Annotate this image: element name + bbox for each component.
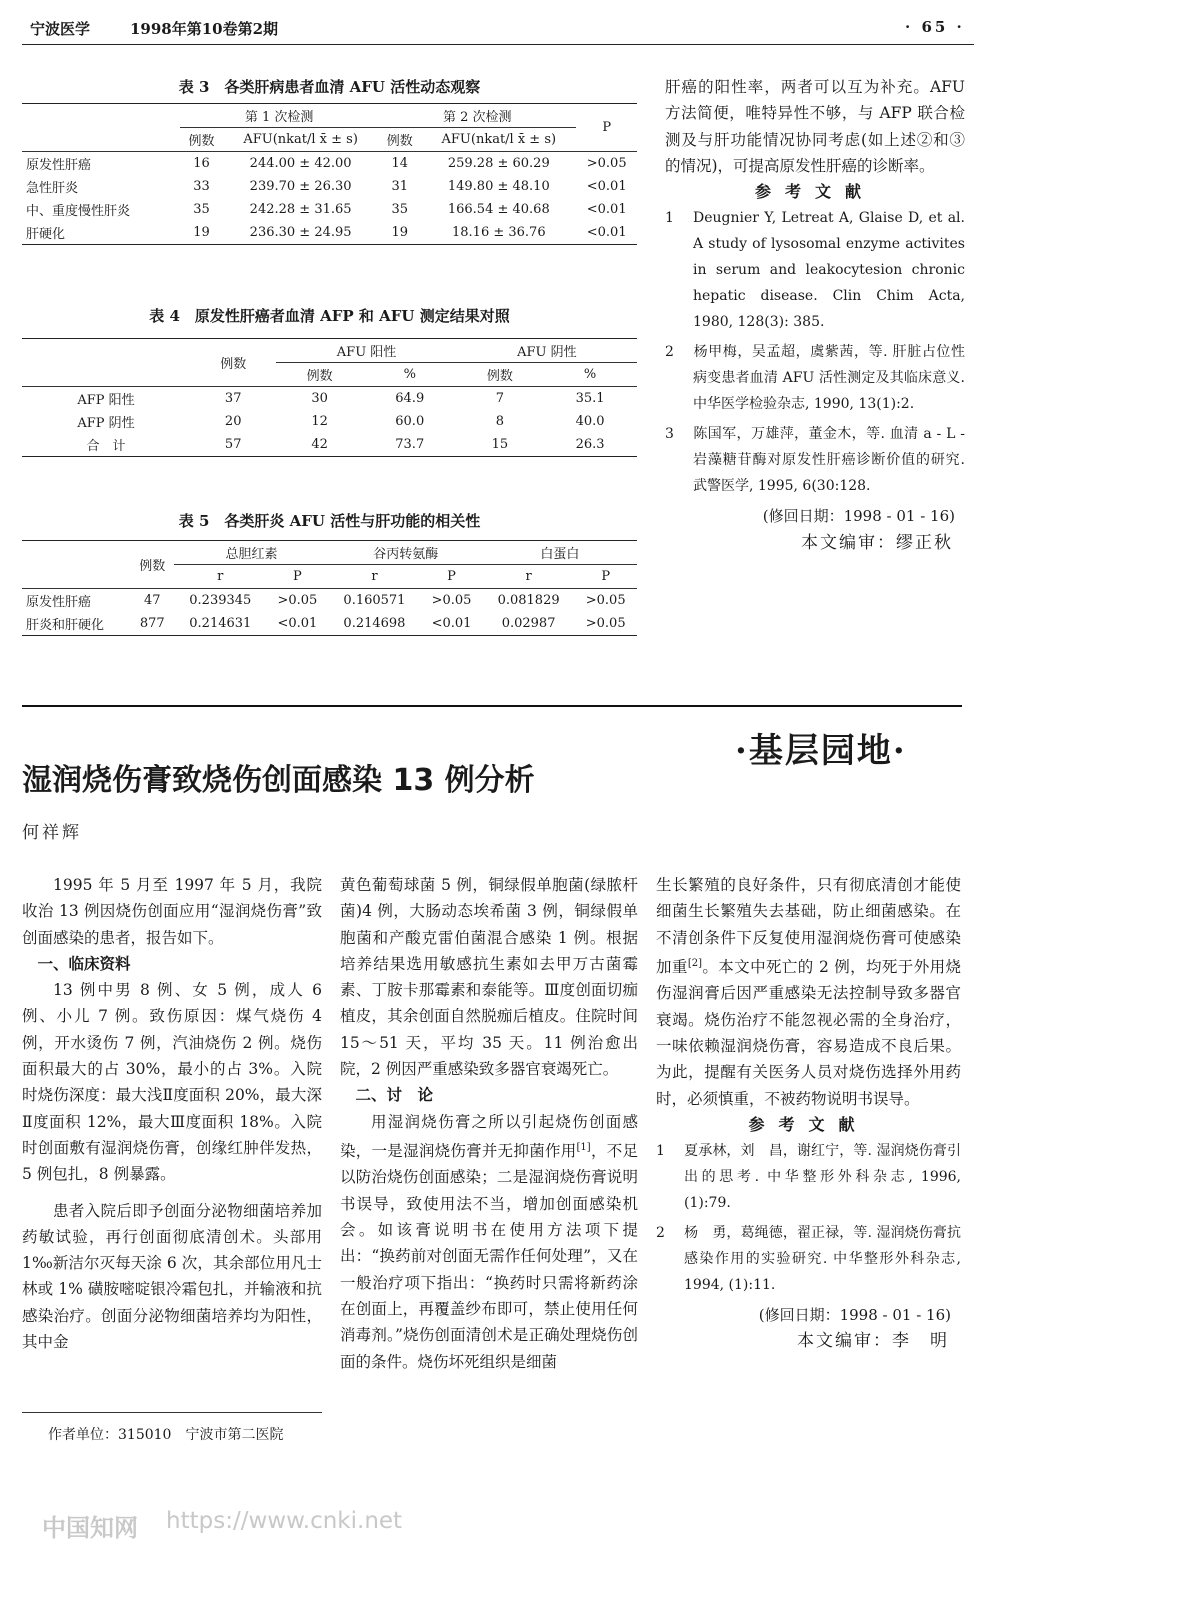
table5-subheader: P bbox=[601, 569, 611, 584]
cnki-logo: 中国知网 bbox=[42, 1514, 138, 1542]
article-column-1 bbox=[22, 872, 322, 1355]
table-cell: 肝炎和肝硬化 bbox=[22, 612, 130, 636]
table-cell: 40.0 bbox=[575, 414, 605, 429]
table-row bbox=[22, 198, 637, 221]
table-cell: <0.01 bbox=[266, 612, 329, 636]
table5-group-header: 谷丙转氨酶 bbox=[329, 541, 483, 565]
table-cell: 64.9 bbox=[363, 387, 457, 411]
table-cell: <0.01 bbox=[586, 202, 627, 217]
footnote-rule bbox=[22, 1412, 322, 1413]
table-cell: 166.54 ± 40.68 bbox=[447, 202, 550, 217]
prev-refs-title: 参考文献 bbox=[754, 182, 875, 202]
table-cell: 30 bbox=[276, 387, 362, 411]
table-cell: 35.1 bbox=[543, 387, 637, 411]
table-cell: 原发性肝癌 bbox=[22, 589, 130, 613]
prev-article-column bbox=[665, 74, 965, 556]
reference-number: 2 bbox=[665, 344, 674, 361]
paragraph-part: 生长繁殖的良好条件，只有彻底清创才能使细菌生长繁殖失去基础，防止细菌感染。在不清创条件下反复使用湿润烧伤膏可使感染加重 bbox=[656, 876, 961, 977]
section-heading: 二、讨 论 bbox=[355, 1085, 434, 1105]
table-row bbox=[22, 387, 637, 411]
table4-subheader: % bbox=[583, 367, 597, 382]
table-cell: 0.081829 bbox=[483, 589, 575, 613]
paragraph-part: ，不足以防治烧伤创面感染；二是湿润烧伤膏说明书误导，致使用法不当，增加创面感染机会。如该膏说明书在使用方法项下提出：“换药前对创面无需作任何处理”，又在一般治疗项下指出：“换药时只需将新药涂在创面上，再覆盖纱布即可，禁止使用任何消毒剂。”烧伤创面清创术是正确处理烧伤创面的条件。烧伤坏死组织是细菌 bbox=[340, 1142, 638, 1371]
table-cell: 14 bbox=[378, 152, 421, 176]
reference-item bbox=[665, 421, 965, 499]
table3-group2: 第 2 次检测 bbox=[378, 104, 576, 128]
table-cell: 60.0 bbox=[395, 414, 425, 429]
revision-date: (修回日期：1998 - 01 - 16) bbox=[762, 507, 955, 526]
paragraph-part: 用湿润烧伤膏之所以引起烧伤创面感染，一是湿润烧伤膏并无抑菌作用 bbox=[340, 1112, 638, 1161]
table3 bbox=[22, 103, 637, 245]
citation-mark: [1] bbox=[576, 1141, 591, 1153]
table-row bbox=[22, 175, 637, 198]
table4-neg-header: AFU 阴性 bbox=[457, 339, 637, 363]
table-cell: 37 bbox=[190, 387, 276, 411]
section-rule bbox=[22, 705, 962, 707]
table-row bbox=[22, 221, 637, 245]
table-cell: <0.01 bbox=[420, 612, 483, 636]
article-title: 湿润烧伤膏致烧伤创面感染 13 例分析 bbox=[22, 763, 535, 798]
table5 bbox=[22, 540, 637, 636]
reference-text: 陈国军，万雄萍，董金木，等. 血清 a - L - 岩藻糖苷酶对原发性肝癌诊断价值的研究. 武警医学, 1995, 6(30:128. bbox=[693, 426, 965, 495]
table5-group-header: 总胆红素 bbox=[174, 541, 328, 565]
reference-text: 杨甲梅，吴孟超，虞紫茜，等. 肝脏占位性病变患者血清 AFU 活性测定及其临床意义. 中华医学检验杂志, 1990, 13(1):2. bbox=[693, 344, 965, 413]
table-cell: 35 bbox=[193, 202, 210, 217]
table3-subheader: 例数 bbox=[188, 134, 215, 149]
table-cell: AFP 阴性 bbox=[77, 416, 135, 431]
table5-group-header: 白蛋白 bbox=[483, 541, 637, 565]
journal-name: 宁波医学 bbox=[30, 20, 91, 38]
table-cell: 肝硬化 bbox=[22, 221, 180, 245]
reference-item bbox=[665, 205, 965, 335]
table4-count-header: 例数 bbox=[190, 339, 276, 387]
table-cell: 31 bbox=[391, 179, 408, 194]
table3-caption: 表 3 各类肝病患者血清 AFU 活性动态观察 bbox=[178, 78, 481, 96]
table4-caption: 表 4 原发性肝癌者血清 AFP 和 AFU 测定结果对照 bbox=[149, 307, 510, 325]
table-cell: 12 bbox=[311, 414, 328, 429]
table-cell: 合 计 bbox=[22, 433, 190, 457]
table-cell: <0.01 bbox=[576, 221, 637, 245]
table-cell: 877 bbox=[130, 612, 174, 636]
table5-subheader: P bbox=[292, 569, 302, 584]
table-cell: 242.28 ± 31.65 bbox=[249, 202, 352, 217]
table-cell: >0.05 bbox=[574, 612, 637, 636]
paragraph-part: 。本文中死亡的 2 例，均死于外用烧伤湿润膏后因严重感染无法控制导致多器官衰竭。烧伤治疗不能忽视必需的全身治疗，一味依赖湿润烧伤膏，容易造成不良后果。为此，提醒有关医务人员对烧伤选择外用药时，必须慎重，不被药物说明书误导。 bbox=[656, 958, 961, 1108]
table-row bbox=[22, 612, 637, 636]
table5-caption: 表 5 各类肝炎 AFU 活性与肝功能的相关性 bbox=[178, 512, 481, 530]
paragraph: 1995 年 5 月至 1997 年 5 月，我院收治 13 例因烧伤创面应用“湿润烧伤膏”致创面感染的患者，报告如下。 bbox=[22, 876, 322, 947]
table4-subheader: 例数 bbox=[486, 369, 513, 384]
table-cell: 16 bbox=[180, 152, 223, 176]
table4-subheader: 例数 bbox=[306, 369, 333, 384]
table4 bbox=[22, 338, 637, 457]
reference-item bbox=[656, 1138, 961, 1216]
editor-credit: 本文编审：李 明 bbox=[797, 1331, 949, 1352]
table-cell: 35 bbox=[391, 202, 408, 217]
table-cell: 33 bbox=[193, 179, 210, 194]
reference-number: 1 bbox=[665, 210, 674, 227]
table5-subheader: r bbox=[371, 569, 378, 584]
table3-p-header: P bbox=[576, 104, 637, 152]
table-cell: 原发性肝癌 bbox=[22, 152, 180, 176]
refs-title: 参考文献 bbox=[748, 1114, 869, 1134]
editor-credit: 本文编审：缪正秋 bbox=[801, 532, 953, 553]
table-cell: 15 bbox=[457, 433, 543, 457]
table-cell: 244.00 ± 42.00 bbox=[223, 152, 378, 176]
table-row bbox=[22, 433, 637, 457]
author-affiliation: 作者单位：315010 宁波市第二医院 bbox=[48, 1427, 284, 1443]
column-name: ·基层园地· bbox=[735, 731, 907, 771]
table-cell: 47 bbox=[130, 589, 174, 613]
article-column-3 bbox=[656, 872, 961, 1355]
table-cell: 急性肝炎 bbox=[26, 181, 79, 196]
reference-text: 夏承林，刘 昌，谢红宁，等. 湿润烧伤膏引出的思考. 中华整形外科杂志, 1996, (1):79. bbox=[684, 1143, 961, 1212]
paragraph: 13 例中男 8 例、女 5 例，成人 6 例、小儿 7 例。致伤原因：煤气烧伤 4 例，开水烫伤 7 例，汽油烧伤 2 例。烧伤面积最大的占 30%，最小的占 3%。入院时烧伤深度：最大浅Ⅱ度面积 20%，最大深Ⅱ度面积 12%，最大Ⅲ度面积 18%。入院时创面敷有湿润烧伤膏，创缘红肿伴发热，5 例包扎，8 例暴露。 bbox=[22, 981, 322, 1184]
table-cell: 7 bbox=[457, 387, 543, 411]
page-number: · 65 · bbox=[905, 18, 965, 36]
article-author: 何祥辉 bbox=[22, 823, 82, 843]
reference-item bbox=[665, 339, 965, 417]
table-cell: >0.05 bbox=[266, 589, 329, 613]
table-row bbox=[22, 152, 637, 176]
table-row bbox=[22, 589, 637, 613]
table-cell: 73.7 bbox=[363, 433, 457, 457]
table-cell: >0.05 bbox=[420, 589, 483, 613]
table-cell: 18.16 ± 36.76 bbox=[421, 221, 576, 245]
paragraph bbox=[656, 872, 961, 1112]
reference-number: 3 bbox=[665, 426, 674, 443]
reference-text: Deugnier Y, Letreat A, Glaise D, et al. A study of lysosomal enzyme activites in serum and leakocytesion chronic hepatic disease. Clin Chim Acta, 1980, 128(3): 385. bbox=[693, 210, 965, 331]
table-cell: <0.01 bbox=[586, 179, 627, 194]
cnki-url: https://www.cnki.net bbox=[166, 1508, 403, 1534]
table-cell: 19 bbox=[378, 221, 421, 245]
table-cell: 259.28 ± 60.29 bbox=[421, 152, 576, 176]
table-cell: 20 bbox=[224, 414, 242, 429]
table-cell: 19 bbox=[180, 221, 223, 245]
reference-number: 2 bbox=[656, 1225, 665, 1242]
table5-subheader: r bbox=[525, 569, 532, 584]
table5-subheader: r bbox=[217, 569, 224, 584]
table-cell: 149.80 ± 48.10 bbox=[447, 179, 550, 194]
table-cell: 236.30 ± 24.95 bbox=[223, 221, 378, 245]
table-cell: 0.02987 bbox=[483, 612, 575, 636]
table4-subheader: % bbox=[403, 367, 416, 382]
reference-text: 杨 勇，葛绳德，翟正禄，等. 湿润烧伤膏抗感染作用的实验研究. 中华整形外科杂志, 1994, (1):11. bbox=[684, 1225, 961, 1294]
paragraph bbox=[340, 1109, 638, 1375]
issue-info: 1998年第10卷第2期 bbox=[130, 20, 279, 38]
table-cell: 0.160571 bbox=[329, 589, 421, 613]
table-cell: 0.239345 bbox=[174, 589, 266, 613]
table-cell: 239.70 ± 26.30 bbox=[249, 179, 352, 194]
citation-mark: [2] bbox=[687, 957, 702, 969]
table3-subheader: AFU(nkat/l x̄ ± s) bbox=[243, 132, 358, 147]
table3-subheader: AFU(nkat/l x̄ ± s) bbox=[441, 132, 557, 147]
table-cell: >0.05 bbox=[576, 152, 637, 176]
table-cell: 42 bbox=[276, 433, 362, 457]
table5-subheader: P bbox=[447, 569, 456, 584]
table5-count-header: 例数 bbox=[130, 541, 174, 589]
reference-item bbox=[656, 1220, 961, 1298]
table-cell: 57 bbox=[190, 433, 276, 457]
reference-number: 1 bbox=[656, 1143, 665, 1160]
section-heading: 一、临床资料 bbox=[37, 953, 131, 973]
paragraph: 患者入院后即予创面分泌物细菌培养加药敏试验，再行创面彻底清创术。头部用 1‰新洁尔灭每天涂 6 次，其余部位用凡士林或 1% 磺胺嘧啶银冷霜包扎，并输液和抗感染治疗。创面分泌物细菌培养均为阳性，其中金 bbox=[22, 1201, 322, 1352]
article-column-2 bbox=[340, 872, 638, 1375]
prev-article-body: 肝癌的阳性率，两者可以互为补充。AFU 方法简便，唯特异性不够，与 AFP 联合检测及与肝功能情况协同考虑(如上述②和③的情况)，可提高原发性肝癌的诊断率。 bbox=[665, 78, 965, 175]
table-cell: 26.3 bbox=[543, 433, 637, 457]
paragraph: 黄色葡萄球菌 5 例，铜绿假单胞菌(绿脓杆菌)4 例，大肠动态埃希菌 3 例，铜绿假单胞菌和产酸克雷伯菌混合感染 1 例。根据培养结果选用敏感抗生素如去甲万古菌霉素、丁胺卡那霉素和泰能等。Ⅲ度创面切痂植皮，其余创面自然脱痂后植皮。住院时间 15～51 天，平均 35 天。11 例治愈出院，2 例因严重感染致多器官衰竭死亡。 bbox=[340, 876, 638, 1079]
table3-group1: 第 1 次检测 bbox=[180, 104, 378, 128]
table-cell: 8 bbox=[495, 414, 505, 429]
table-cell: AFP 阳性 bbox=[22, 387, 190, 411]
header-rule bbox=[22, 44, 974, 45]
table-cell: >0.05 bbox=[574, 589, 637, 613]
table4-pos-header: AFU 阳性 bbox=[276, 339, 456, 363]
table-row bbox=[22, 410, 637, 433]
table-cell: 0.214631 bbox=[174, 612, 266, 636]
revision-date: (修回日期：1998 - 01 - 16) bbox=[758, 1306, 951, 1325]
table-cell: 0.214698 bbox=[329, 612, 421, 636]
table3-subheader: 例数 bbox=[386, 134, 413, 149]
table-cell: 中、重度慢性肝炎 bbox=[26, 204, 131, 219]
